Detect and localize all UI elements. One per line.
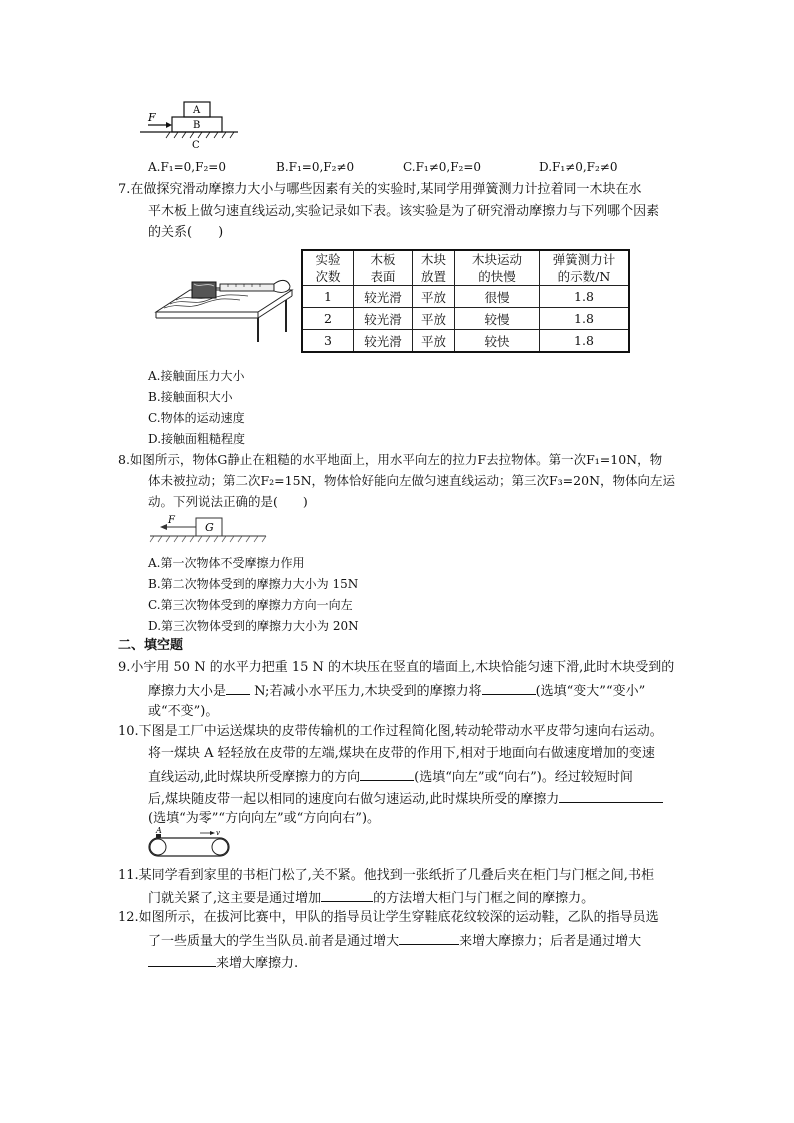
q10-line2: 将一煤块 A 轻轻放在皮带的左端,煤块在皮带的作用下,相对于地面向右做速度增加的变速 (148, 746, 655, 761)
table-cell: 很慢 (455, 286, 540, 308)
q6-option-d: D.F₁≠0,F₂≠0 (539, 160, 618, 174)
q10-answer-blank-1[interactable] (360, 766, 414, 781)
q8-option-a: A.第一次物体不受摩擦力作用 (148, 556, 305, 570)
q10-line1: 10.下图是工厂中运送煤块的皮带传输机的工作过程简化图,转动轮带动水平皮带匀速向右运动。 (118, 724, 663, 739)
table-cell: 1.8 (540, 286, 630, 308)
q9-line1: 9.小宇用 50 N 的水平力把重 15 N 的木块压在竖直的墙面上,木块恰能匀速下滑,此时木块受到的 (118, 660, 675, 675)
block-b-label: B (193, 120, 201, 131)
table-cell: 1 (302, 286, 354, 308)
table-header-cell: 木块 放置 (413, 250, 455, 286)
q9-line2 (148, 680, 645, 702)
q11-line1: 11.某同学看到家里的书柜门松了,关不紧。他找到一张纸折了几叠后夹在柜门与门框之间,书柜 (118, 868, 654, 883)
q6-option-a: A.F₁=0,F₂=0 (148, 160, 226, 174)
q10-text-c: 后,煤块随皮带一起以相同的速度向右做匀速运动,此时煤块所受的摩擦力 (148, 792, 560, 807)
q10-line5: (选填“为零”“方向向左”或“方向向右”)。 (148, 811, 381, 826)
q11-text-b: 的方法增大柜门与门框之间的摩擦力。 (373, 891, 595, 906)
q7-option-a: A.接触面压力大小 (148, 369, 245, 383)
q6-option-b: B.F₁=0,F₂≠0 (276, 160, 355, 174)
block-a-label: A (193, 105, 201, 116)
velocity-label: v (216, 829, 220, 837)
q9-line3: 或“不变”)。 (148, 704, 219, 719)
table-cell: 1.8 (540, 308, 630, 330)
q9-answer-blank-1[interactable] (226, 680, 250, 695)
q10-text-a: 直线运动,此时煤块所受摩擦力的方向 (148, 770, 361, 785)
pulled-object-figure (148, 512, 270, 548)
q9-text-a: 摩擦力大小是 (148, 684, 227, 699)
q12-answer-blank-2[interactable] (148, 952, 216, 967)
q7-option-c: C.物体的运动速度 (148, 411, 245, 425)
table-row (302, 286, 629, 308)
q7-option-d: D.接触面粗糙程度 (148, 432, 246, 446)
table-header-row (302, 250, 629, 286)
q7-stem-line3: 的关系( ) (148, 225, 224, 240)
q8-stem-line2: 体未被拉动；第二次F₂=15N，物体恰好能向左做匀速直线运动；第三次F₃=20N，物体向左运 (148, 473, 676, 488)
q10-text-b: (选填“向左”或“向右”)。经过较短时间 (414, 770, 633, 785)
q9-text-c: (选填“变大”“变小” (535, 684, 646, 699)
table-cell: 较光滑 (354, 308, 413, 330)
q7-option-b: B.接触面积大小 (148, 390, 233, 404)
q7-stem-line2: 平木板上做匀速直线运动,实验记录如下表。该实验是为了研究滑动摩擦力与下列哪个因素 (148, 204, 660, 219)
table-cell: 平放 (413, 308, 455, 330)
q12-line3 (148, 952, 298, 974)
q8-option-d: D.第三次物体受到的摩擦力大小为 20N (148, 619, 359, 633)
q12-line1: 12.如图所示，在拔河比赛中，甲队的指导员让学生穿鞋底花纹较深的运动鞋，乙队的指导员选 (118, 910, 659, 925)
table-header-cell: 弹簧测力计 的示数/N (540, 250, 630, 286)
object-g-label: G (205, 521, 214, 534)
table-cell: 较光滑 (354, 330, 413, 353)
table-row (302, 330, 629, 353)
conveyor-belt-figure (146, 826, 232, 860)
table-header-cell: 木板 表面 (354, 250, 413, 286)
table-cell: 较光滑 (354, 286, 413, 308)
q12-text-a: 了一些质量大的学生当队员.前者是通过增大 (148, 934, 400, 949)
table-cell: 较慢 (455, 308, 540, 330)
experiment-data-table (301, 249, 630, 353)
table-header-cell: 实验 次数 (302, 250, 354, 286)
force-label: F (148, 111, 156, 124)
q10-line3 (148, 766, 633, 788)
q10-answer-blank-2[interactable] (559, 788, 663, 803)
q6-option-c: C.F₁≠0,F₂=0 (403, 160, 482, 174)
q12-line2 (148, 930, 641, 952)
q12-text-c: 来增大摩擦力. (216, 956, 299, 971)
q11-text-a: 门就关紧了,这主要是通过增加 (148, 891, 322, 906)
q8-option-b: B.第二次物体受到的摩擦力大小为 15N (148, 577, 359, 591)
table-cell: 1.8 (540, 330, 630, 353)
q8-stem-line1: 8.如图所示，物体G静止在粗糙的水平地面上，用水平向左的拉力F去拉物体。第一次F₁=10N，物 (118, 452, 663, 467)
q10-line4 (148, 788, 663, 810)
ground-c-label: C (192, 140, 200, 150)
table-cell: 平放 (413, 286, 455, 308)
table-cell: 较快 (455, 330, 540, 353)
force-f-label: F (168, 515, 175, 526)
section-title: 二、填空题 (118, 638, 184, 653)
spring-scale-experiment-figure (150, 262, 298, 344)
coal-block-label: A (156, 826, 162, 835)
table-row (302, 308, 629, 330)
table-cell: 平放 (413, 330, 455, 353)
q12-text-b: 来增大摩擦力；后者是通过增大 (459, 934, 642, 949)
q9-answer-blank-2[interactable] (482, 680, 536, 695)
table-header-cell: 木块运动 的快慢 (455, 250, 540, 286)
q8-stem-line3: 动。下列说法正确的是( ) (148, 494, 308, 509)
blocks-figure (140, 98, 240, 150)
q8-option-c: C.第三次物体受到的摩擦力方向一向左 (148, 598, 353, 612)
q7-stem-line1: 7.在做探究滑动摩擦力大小与哪些因素有关的实验时,某同学用弹簧测力计拉着同一木块在水 (118, 182, 642, 197)
q12-answer-blank-1[interactable] (399, 930, 459, 945)
table-cell: 2 (302, 308, 354, 330)
q11-line2 (148, 887, 594, 909)
table-cell: 3 (302, 330, 354, 353)
q9-text-b: N;若减小水平压力,木块受到的摩擦力将 (250, 684, 482, 699)
q11-answer-blank[interactable] (321, 887, 373, 902)
